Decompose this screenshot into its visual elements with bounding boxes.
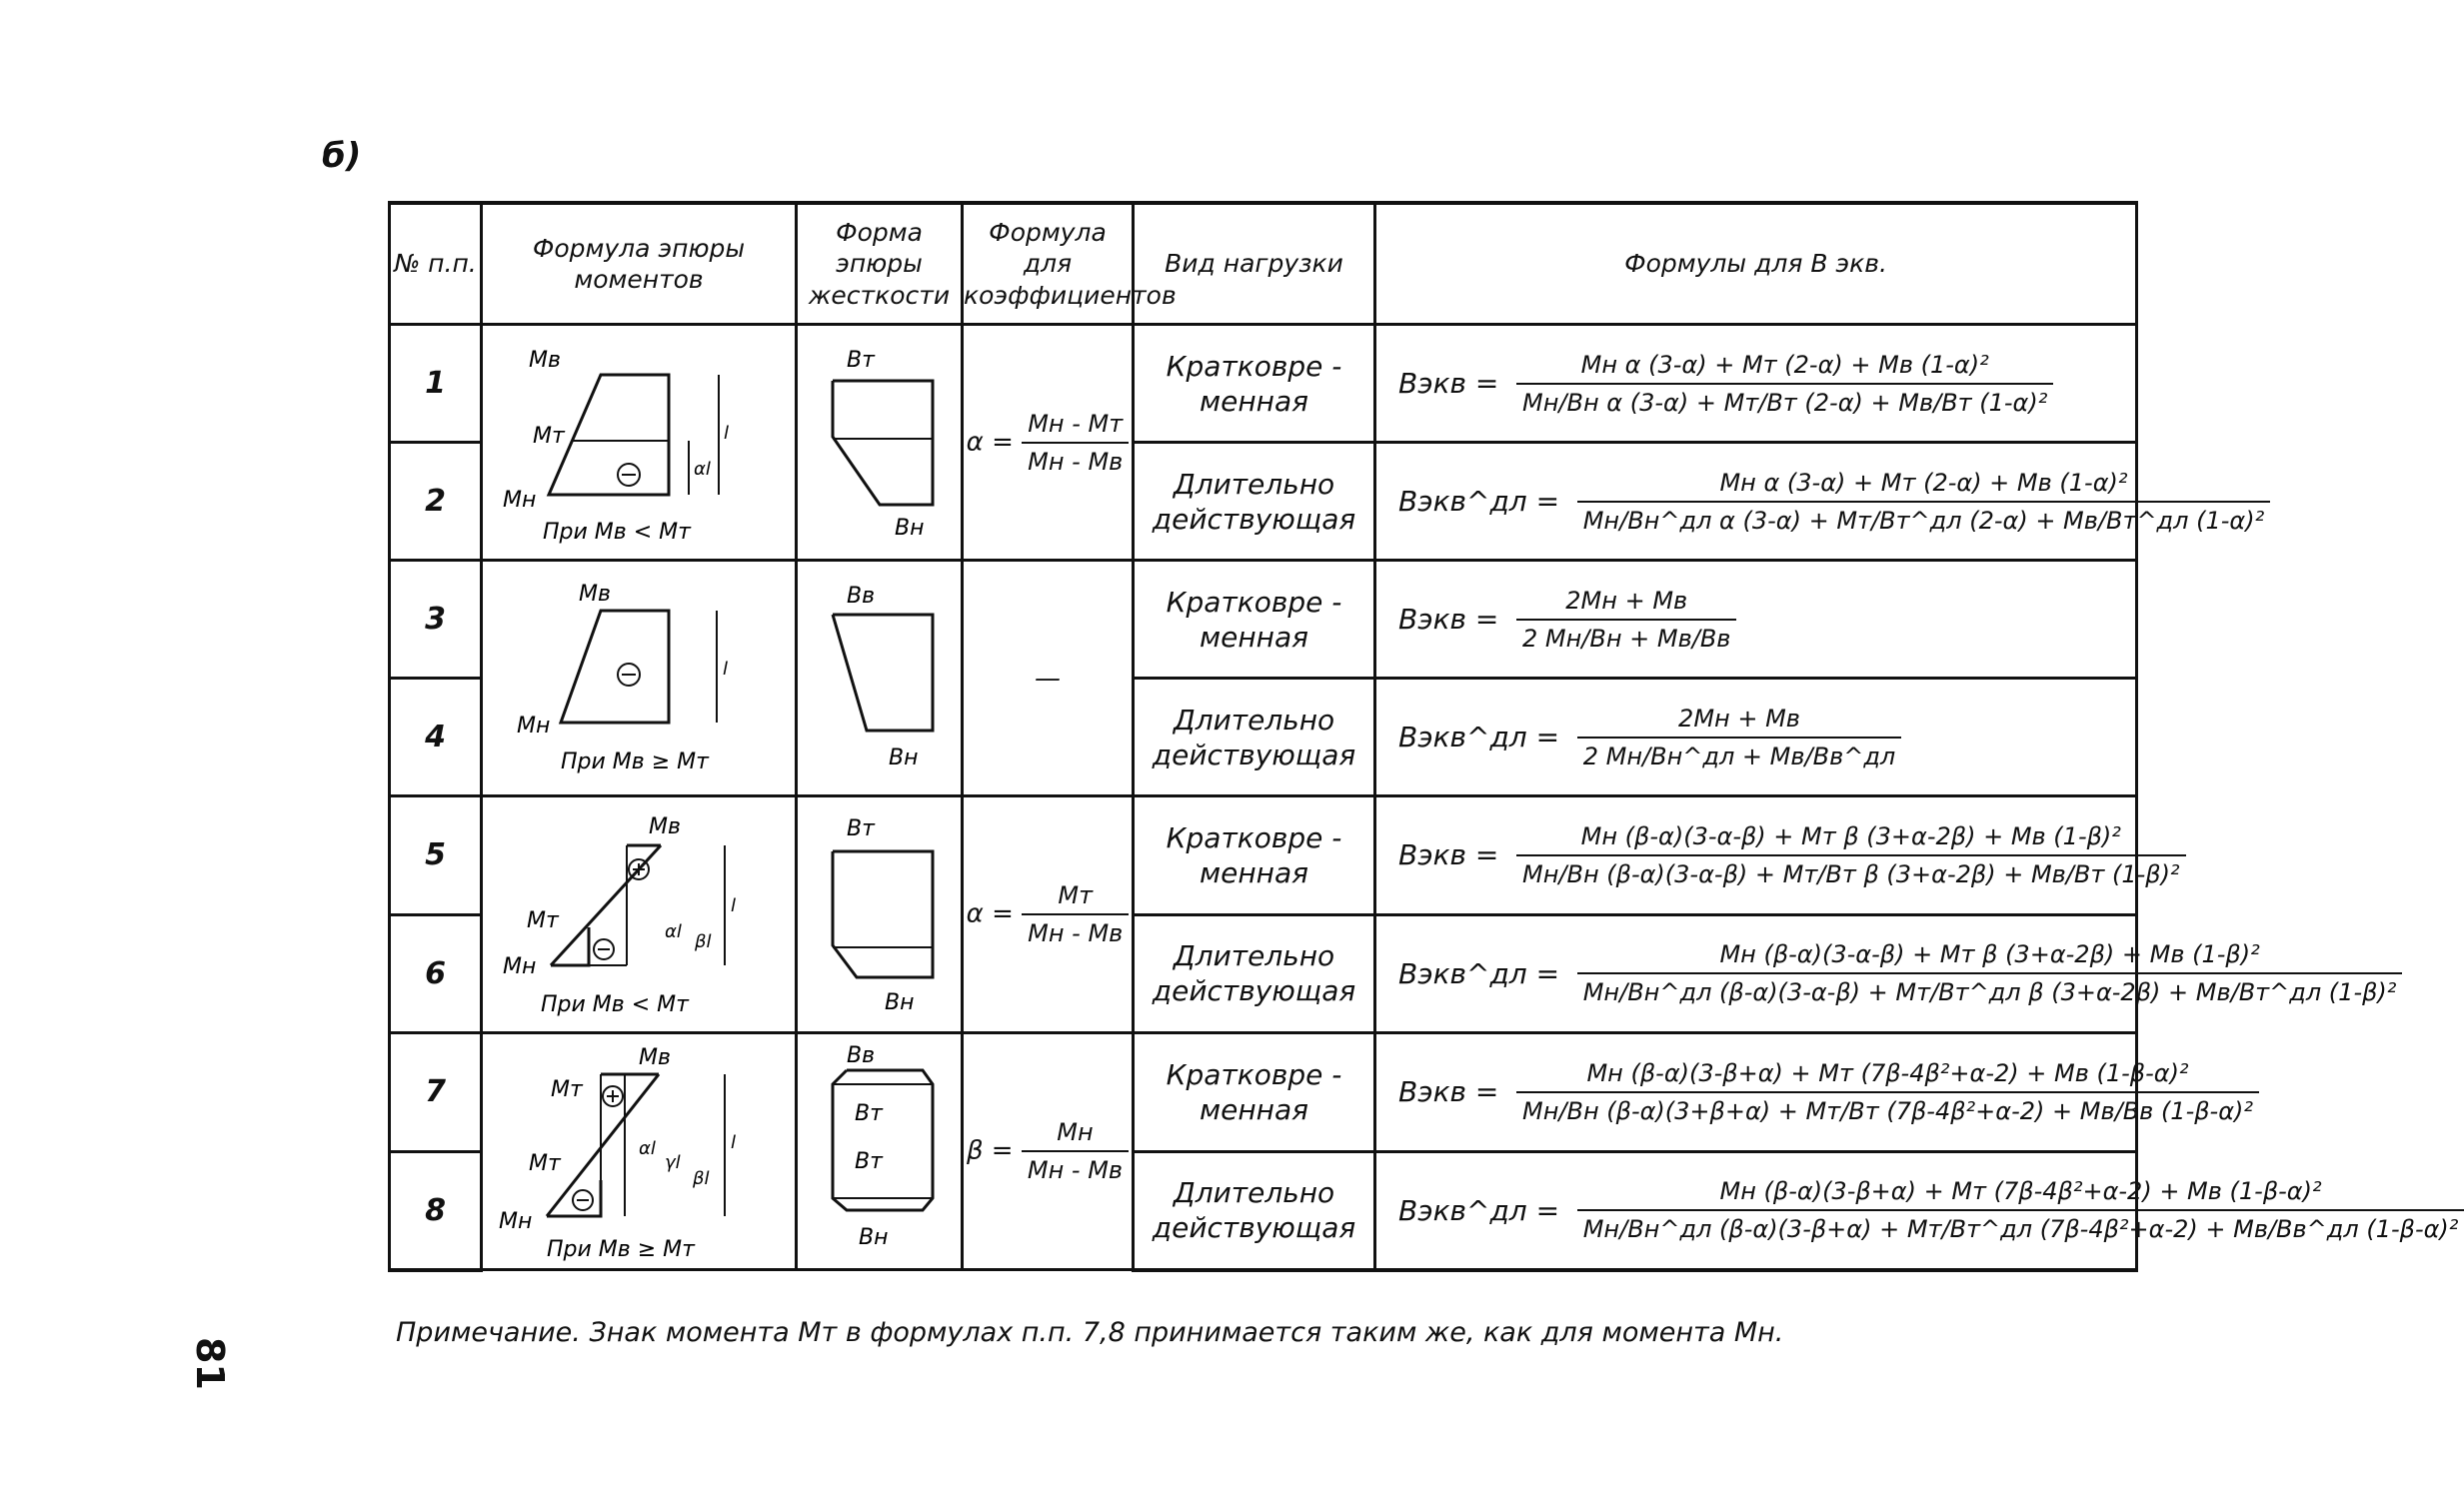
formula-fraction	[1577, 469, 2271, 535]
svg-text:Bн: Bн	[884, 990, 914, 1015]
coef-numerator: Mн	[1022, 1118, 1129, 1152]
coef-fraction	[1022, 410, 1129, 476]
svg-text:l: l	[731, 1132, 737, 1153]
formula-fraction	[1516, 1059, 2259, 1125]
formula-denominator: Mн/Bн^дл (β-α)(3-β+α) + Mт/Bт^дл (7β-4β²+α-2) + Mв/Bв^дл (1-β-α)²	[1582, 1215, 2459, 1243]
coef-denominator: Mн - Mв	[1027, 1156, 1124, 1184]
formula-denominator: Mн/Bн (β-α)(3-α-β) + Mт/Bт β (3+α-2β) + Mв/Bт (1-β)²	[1522, 859, 2180, 888]
stiffness-shape-1	[797, 325, 963, 561]
load-type-cell: Длительно действующая	[1134, 914, 1375, 1033]
coef-denominator: Mн - Mв	[1028, 447, 1124, 476]
load-type-cell: Кратковре - менная	[1134, 1033, 1375, 1152]
coef-denominator: Mн - Mв	[1028, 919, 1124, 947]
row-number: 3	[390, 561, 482, 679]
coef-formula-3	[963, 796, 1134, 1033]
formula-numerator: Mн α (3-α) + Mт (2-α) + Mв (1-α)²	[1577, 469, 2271, 503]
stiffness-shape-2	[797, 561, 963, 796]
row-number: 5	[390, 796, 482, 915]
b-formula-7	[1375, 1033, 2254, 1152]
header-load-type: Вид нагрузки	[1134, 203, 1375, 325]
stiffness-shape-3	[797, 796, 963, 1033]
svg-text:Mн: Mн	[503, 954, 537, 979]
load-type-cell: Кратковре - менная	[1134, 325, 1375, 443]
figure-label: б)	[322, 136, 362, 176]
moment-diagram-trapezoid-simple	[489, 563, 789, 790]
svg-text:αl: αl	[665, 921, 682, 942]
svg-text:Mт: Mт	[527, 908, 559, 933]
formula-lhs: Bэкв^дл =	[1398, 721, 1560, 753]
coef-formula-4	[963, 1033, 1134, 1270]
svg-text:Mн: Mн	[499, 1209, 533, 1234]
table-note: Примечание. Знак момента Mт в формулах п.п. 7,8 принимается таким же, как для момента Mн.	[396, 1317, 1784, 1348]
diagram-condition: При Mв < Mт	[543, 519, 691, 545]
svg-text:Mт: Mт	[533, 423, 565, 449]
svg-text:Mт: Mт	[551, 1077, 583, 1102]
diagram-condition: При Mв ≥ Mт	[561, 749, 709, 774]
svg-text:Bт: Bт	[846, 816, 875, 841]
formula-lhs: Bэкв =	[1398, 603, 1499, 636]
formula-lhs: Bэкв^дл =	[1398, 956, 1560, 990]
diagram-condition: При Mв < Mт	[541, 992, 689, 1017]
svg-text:γl: γl	[665, 1152, 681, 1173]
svg-text:Bв: Bв	[846, 583, 875, 609]
formula-numerator: 2Mн + Mв	[1577, 705, 1902, 739]
table-row	[390, 796, 2137, 915]
formula-fraction	[1577, 940, 2403, 1006]
moment-diagram-4	[482, 1033, 797, 1270]
b-formula-8	[1375, 1151, 2459, 1270]
coef-lhs: β =	[966, 1135, 1014, 1166]
svg-text:Mв: Mв	[649, 814, 681, 839]
header-coef-formula: Формула для коэффициентов	[963, 203, 1134, 325]
formula-numerator: Mн (β-α)(3-α-β) + Mт β (3+α-2β) + Mв (1-β)²	[1577, 940, 2403, 974]
b-formula-1	[1375, 325, 2137, 443]
formula-fraction	[1516, 822, 2186, 888]
stiffness-diagram-stepped	[805, 327, 955, 555]
table-row	[390, 325, 2137, 443]
stiffness-table	[388, 201, 2459, 1272]
coef-numerator: Mт	[1022, 881, 1129, 915]
header-moment-formula: Формула эпюры моментов	[482, 203, 797, 325]
svg-text:Bв: Bв	[846, 1043, 875, 1068]
load-type-cell: Длительно действующая	[1134, 1151, 1375, 1270]
formula-denominator: Mн/Bн α (3-α) + Mт/Bт (2-α) + Mв/Bт (1-α)²	[1522, 388, 2048, 417]
table-row	[390, 1033, 2137, 1152]
load-type-cell: Кратковре - менная	[1134, 796, 1375, 915]
svg-text:Mв: Mв	[639, 1045, 671, 1070]
svg-text:Mв: Mв	[579, 581, 611, 607]
svg-text:βl: βl	[695, 931, 712, 952]
header-b-formulas: Формулы для B экв.	[1375, 203, 2137, 325]
b-formula-2	[1375, 443, 2265, 561]
formula-denominator: Mн/Bн^дл (β-α)(3-α-β) + Mт/Bт^дл β (3+α-2β) + Mв/Bт^дл (1-β)²	[1582, 978, 2397, 1007]
stiffness-diagram-tapered	[805, 563, 955, 790]
load-type-cell: Кратковре - менная	[1134, 561, 1375, 679]
svg-text:Bн: Bн	[888, 745, 918, 770]
formula-fraction	[1516, 351, 2053, 417]
header-stiffness-shape: Форма эпюры жесткости	[797, 203, 963, 325]
svg-text:l: l	[723, 658, 729, 680]
row-number: 8	[390, 1151, 482, 1270]
svg-text:Bт: Bт	[854, 1101, 883, 1126]
load-type-cell: Длительно действующая	[1134, 443, 1375, 561]
coef-numerator: Mн - Mт	[1022, 410, 1129, 444]
formula-fraction	[1516, 587, 1736, 653]
moment-diagram-3	[482, 796, 797, 1033]
moment-diagram-2	[482, 561, 797, 796]
formula-denominator: 2 Mн/Bн^дл + Mв/Bв^дл	[1582, 742, 1896, 770]
formula-numerator: Mн (β-α)(3-β+α) + Mт (7β-4β²+α-2) + Mв (1-β-α)²	[1577, 1177, 2464, 1211]
svg-text:αl: αl	[694, 458, 711, 480]
coef-fraction	[1022, 1118, 1129, 1184]
svg-text:Mн: Mн	[517, 713, 551, 739]
coef-lhs: α =	[966, 427, 1014, 457]
coef-dash: —	[1035, 663, 1061, 694]
stiffness-shape-4	[797, 1033, 963, 1270]
coef-fraction	[1022, 881, 1129, 947]
formula-lhs: Bэкв^дл =	[1398, 485, 1560, 518]
b-formula-4	[1375, 679, 2137, 796]
load-type-cell: Длительно действующая	[1134, 679, 1375, 796]
row-number: 1	[390, 325, 482, 443]
moment-diagram-triangle-plus	[489, 797, 789, 1027]
svg-text:Mн: Mн	[503, 487, 537, 513]
coef-formula-2	[963, 561, 1134, 796]
formula-denominator: 2 Mн/Bн + Mв/Bв	[1522, 624, 1731, 653]
svg-text:Mв: Mв	[529, 347, 561, 373]
formula-numerator: Mн α (3-α) + Mт (2-α) + Mв (1-α)²	[1516, 351, 2053, 385]
formula-lhs: Bэкв =	[1398, 367, 1499, 400]
b-formula-3	[1375, 561, 2137, 679]
row-number: 7	[390, 1033, 482, 1152]
formula-denominator: Mн/Bн^дл α (3-α) + Mт/Bт^дл (2-α) + Mв/Bт^дл (1-α)²	[1582, 506, 2265, 535]
svg-text:Bн: Bн	[894, 515, 924, 541]
b-formula-5	[1375, 796, 2180, 915]
svg-text:Mт: Mт	[529, 1151, 561, 1176]
header-row	[390, 203, 2137, 325]
svg-text:Bт: Bт	[854, 1149, 883, 1174]
formula-lhs: Bэкв =	[1398, 838, 1499, 872]
formula-numerator: 2Mн + Mв	[1516, 587, 1736, 621]
coef-lhs: α =	[966, 898, 1014, 929]
b-formula-6	[1375, 914, 2397, 1033]
formula-numerator: Mн (β-α)(3-α-β) + Mт β (3+α-2β) + Mв (1-β)²	[1516, 822, 2186, 856]
row-number: 2	[390, 443, 482, 561]
formula-fraction	[1577, 1177, 2464, 1243]
stiffness-diagram-double-stepped	[805, 1034, 955, 1264]
row-number: 6	[390, 914, 482, 1033]
svg-text:Bт: Bт	[846, 347, 875, 373]
svg-text:Bн: Bн	[858, 1225, 888, 1250]
formula-fraction	[1577, 705, 1902, 770]
moment-diagram-trapezoid	[489, 327, 789, 555]
svg-text:l: l	[731, 895, 737, 916]
svg-text:βl: βl	[693, 1168, 710, 1189]
diagram-condition: При Mв ≥ Mт	[547, 1237, 695, 1262]
header-num: № п.п.	[390, 203, 482, 325]
moment-diagram-1	[482, 325, 797, 561]
formula-lhs: Bэкв^дл =	[1398, 1193, 1560, 1227]
page-number: 81	[188, 1337, 232, 1390]
svg-text:l: l	[724, 422, 730, 444]
coef-formula-1	[963, 325, 1134, 561]
formula-numerator: Mн (β-α)(3-β+α) + Mт (7β-4β²+α-2) + Mв (1-β-α)²	[1516, 1059, 2259, 1093]
formula-lhs: Bэкв =	[1398, 1075, 1499, 1109]
row-number: 4	[390, 679, 482, 796]
stiffness-diagram-notched	[805, 797, 955, 1027]
table-row	[390, 561, 2137, 679]
svg-text:αl: αl	[639, 1138, 656, 1159]
formula-denominator: Mн/Bн (β-α)(3+β+α) + Mт/Bт (7β-4β²+α-2) + Mв/Bв (1-β-α)²	[1522, 1096, 2254, 1125]
moment-diagram-triangle-double	[489, 1034, 789, 1264]
